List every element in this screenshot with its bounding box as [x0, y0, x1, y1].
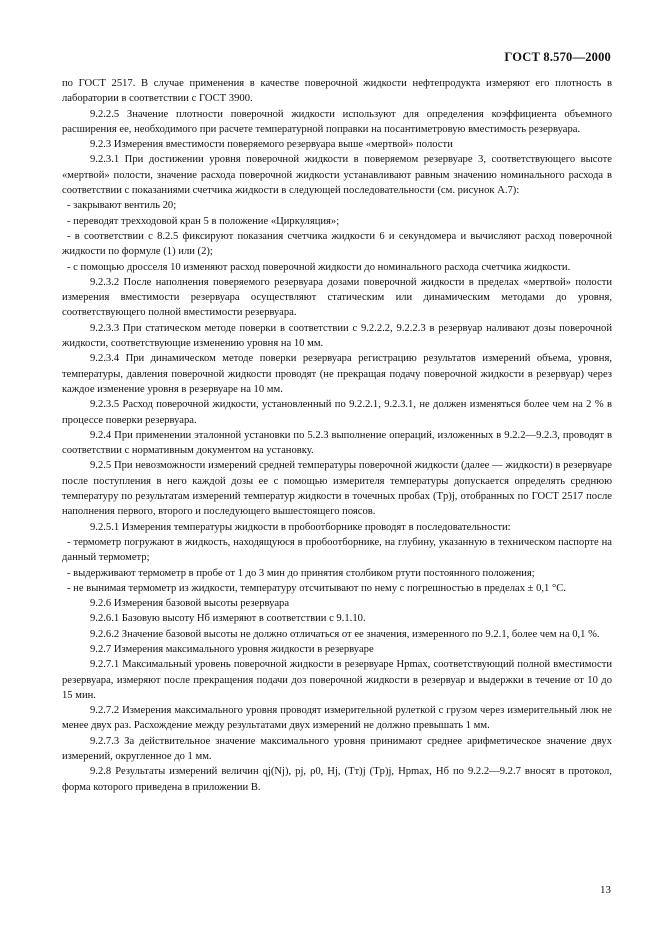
paragraph: 9.2.3.5 Расход поверочной жидкости, установленный по 9.2.2.1, 9.2.3.1, не должен изменяться более чем на 2 % в процессе поверки резервуара. [62, 399, 612, 426]
paragraph: по ГОСТ 2517. В случае применения в качестве поверочной жидкости нефтепродукта измеряют его плотность в лаборатории в соответствии с ГОСТ 3900. [62, 78, 612, 105]
list-item: - выдерживают термометр в пробе от 1 до 3 мин до принятия столбиком ртути постоянного положения; [67, 567, 535, 579]
paragraph: 9.2.7.3 За действительное значение максимального уровня принимают среднее арифметическое значение двух измерений, округленное до 1 мм. [62, 735, 612, 763]
paragraph: 9.2.5.1 Измерения температуры жидкости в пробоотборнике проводят в последовательности: [90, 521, 511, 533]
paragraph: 9.2.4 При применении эталонной установки по 5.2.3 выполнение операций, изложенных в 9.2.2—9.2.3, проводят в соответствии с нормативным документом на установку. [62, 429, 612, 457]
list-item: - с помощью дросселя 10 изменяют расход поверочной жидкости до номинального расхода счетчика жидкости. [67, 261, 571, 273]
paragraph: 9.2.6 Измерения базовой высоты резервуара [90, 598, 290, 610]
paragraph: 9.2.3.4 При динамическом методе поверки резервуара регистрацию результатов измерений объема, уровня, температуры, давления поверочной жидкости проводят (не прекращая подачу поверочной жидкости в резервуар) через каждое изменение уровня в резервуаре на 10 мм. [62, 353, 612, 395]
page-number: 13 [600, 884, 611, 896]
paragraph: 9.2.3 Измерения вместимости поверяемого резервуара выше «мертвой» полости [90, 139, 453, 151]
paragraph: 9.2.5 При невозможности измерений средней температуры поверочной жидкости (далее — жидкости) в резервуаре после поступления в него каждой дозы ее с помощью измерителя температуры допускается определять среднюю температуру по результатам измерений температур жидкости в точечных пробах (Tр)j, отобранных по ГОСТ 2517 после наполнения первого, второго и последующего вышестоящего поясов. [62, 460, 612, 518]
paragraph: 9.2.8 Результаты измерений величин qj(Nj), pj, ρ0, Hj, (Tт)j (Tр)j, Hрmax, Hб по 9.2.2—9.2.7 вносят в протокол, форма которого приведена в приложении В. [62, 766, 612, 793]
paragraph: 9.2.7 Измерения максимального уровня жидкости в резервуаре [90, 643, 374, 655]
paragraph: 9.2.7.1 Максимальный уровень поверочной жидкости в резервуаре Hрmax, соответствующий полной вместимости резервуара, измеряют после прекращения подачи доз поверочной жидкости в резервуар и выдержки в течение от 10 до 15 мин. [62, 659, 612, 701]
paragraph: 9.2.3.2 После наполнения поверяемого резервуара дозами поверочной жидкости в пределах «мертвой» полости измерения вместимости резервуара осуществляют статическим или динамическим методами до уровня, соответствующего полной вместимости резервуара. [62, 276, 612, 319]
paragraph: 9.2.2.5 Значение плотности поверочной жидкости используют для определения коэффициента объемного расширения ее, необходимого при расчете температурной поправки на посантиметровую вместимость резервуара. [62, 108, 612, 135]
list-item: - переводят трехходовой кран 5 в положение «Циркуляция»; [67, 215, 340, 227]
document-header: ГОСТ 8.570—2000 [504, 50, 611, 64]
document-body [62, 76, 612, 795]
list-item: - термометр погружают в жидкость, находящуюся в пробоотборнике, на глубину, указанную в техническом паспорте на данный термометр; [62, 536, 612, 564]
list-item: - в соответствии с 8.2.5 фиксируют показания счетчика жидкости 6 и секундомера и вычисляют расход поверочной жидкости по формуле (1) или (2); [62, 230, 612, 258]
list-item: - не вынимая термометр из жидкости, температуру отсчитывают по нему с погрешностью в пределах ± 0,1 °С. [67, 582, 566, 594]
paragraph: 9.2.7.2 Измерения максимального уровня проводят измерительной рулеткой с грузом через измерительный люк не менее двух раз. Расхождение между результатами двух измерений не должно превышать 1 мм. [62, 705, 612, 732]
list-item: - закрывают вентиль 20; [67, 200, 177, 212]
paragraph: 9.2.3.3 При статическом методе поверки в соответствии с 9.2.2.2, 9.2.2.3 в резервуар наливают дозы поверочной жидкости, соответствующие изменению уровня на 10 мм. [62, 322, 612, 350]
paragraph: 9.2.3.1 При достижении уровня поверочной жидкости в поверяемом резервуаре 3, соответствующего высоте «мертвой» полости, значение расхода поверочной жидкости устанавливают равным значению номинального расхода в соответствии с показаниями счетчика жидкости в следующей последовательности (см. рисунок А.7): [62, 154, 612, 197]
paragraph: 9.2.6.1 Базовую высоту Hб измеряют в соответствии с 9.1.10. [90, 613, 366, 625]
paragraph: 9.2.6.2 Значение базовой высоты не должно отличаться от ее значения, измеренного по 9.2.1, более чем на 0,1 %. [90, 628, 600, 640]
